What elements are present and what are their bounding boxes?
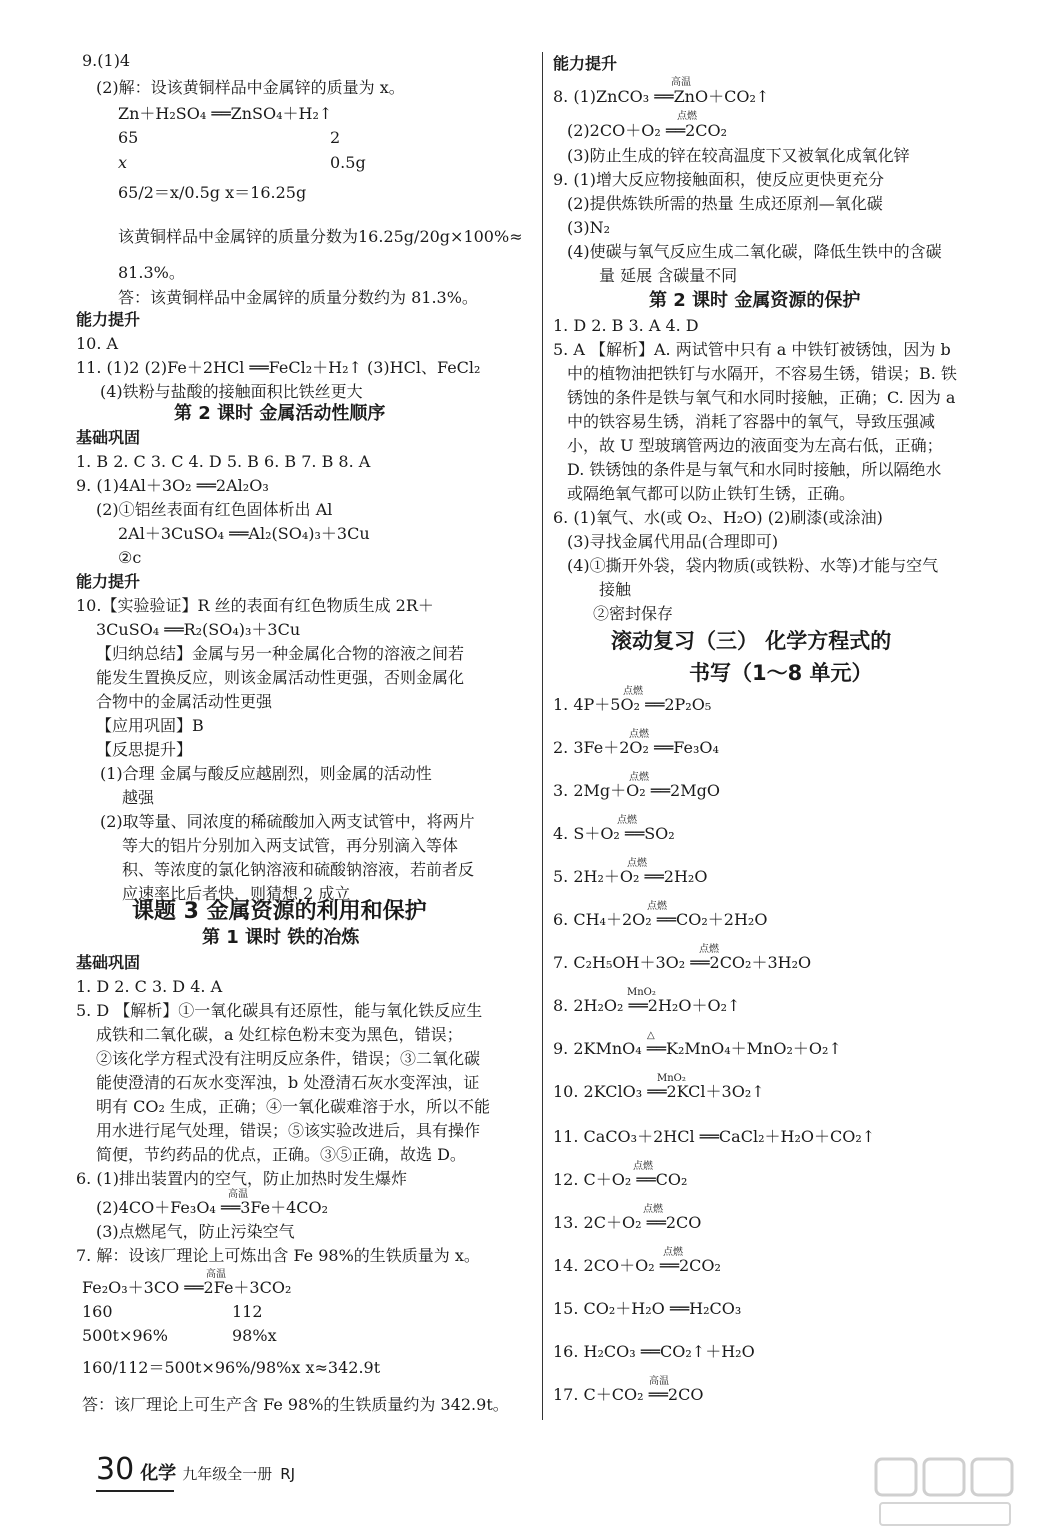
review-title: 滚动复习（三） 化学方程式的	[611, 629, 892, 653]
text-line: 81.3%。	[118, 263, 185, 282]
calc-row: 98%x	[232, 1326, 277, 1345]
reaction-condition: 点燃	[627, 858, 647, 869]
text-line: 量 延展 含碳量不同	[599, 266, 738, 285]
reaction-condition: MnO₂	[627, 987, 656, 998]
text-line: D. 铁锈蚀的条件是与氧气和水同时接触，所以隔绝水	[567, 460, 942, 479]
calc-row: 65	[118, 128, 139, 147]
equation: Fe₂O₃＋3CO ══2Fe＋3CO₂	[82, 1278, 292, 1297]
text-line: 用水进行尾气处理，错误；⑤该实验改进后，具有操作	[96, 1121, 481, 1140]
text-line: 【反思提升】	[96, 740, 193, 759]
text-line: 合物中的金属活动性更强	[96, 692, 273, 711]
reaction-condition: 点燃	[663, 1247, 683, 1258]
equation: Zn＋H₂SO₄ ══ZnSO₄＋H₂↑	[118, 104, 333, 123]
calc-row: 160	[82, 1302, 113, 1321]
equation-11: 11. CaCO₃＋2HCl ══CaCl₂＋H₂O＋CO₂↑	[553, 1127, 876, 1146]
column-divider	[542, 52, 543, 1420]
reaction-condition: 点燃	[643, 1204, 663, 1215]
text-line: (2)①铝丝表面有红色固体析出 Al	[96, 500, 333, 519]
equation-8: 8. 2H₂O₂ ══2H₂O＋O₂↑	[553, 996, 741, 1015]
equation-5: 5. 2H₂＋O₂ ══2H₂O	[553, 867, 708, 886]
reaction-condition: 点燃	[647, 901, 667, 912]
answer-10: 10.【实验验证】R 丝的表面有红色物质生成 2R＋	[76, 596, 434, 615]
answers-1-4: 1. D 2. B 3. A 4. D	[553, 316, 699, 335]
equation-14: 14. 2CO＋O₂ ══2CO₂	[553, 1256, 721, 1275]
subheading: 能力提升	[553, 54, 618, 73]
equation-10: 10. 2KClO₃ ══2KCl＋3O₂↑	[553, 1082, 765, 1101]
lesson-title: 课题 3 金属资源的利用和保护	[132, 899, 427, 924]
equation-3: 3. 2Mg＋O₂ ══2MgO	[553, 781, 720, 800]
text-line: 积、等浓度的氯化钠溶液和硫酸钠溶液，若前者反	[122, 860, 475, 879]
answer-10: 10. A	[76, 334, 119, 353]
answer-6: 6. (1)排出装置内的空气，防止加热时发生爆炸	[76, 1169, 408, 1188]
edition-label: RJ	[280, 1465, 296, 1483]
equation-17: 17. C＋CO₂ ══2CO	[553, 1385, 704, 1404]
reaction-condition: 点燃	[617, 815, 637, 826]
watermark-logo-icon	[870, 1455, 1020, 1530]
reaction-condition: 点燃	[699, 944, 719, 955]
reaction-condition: 点燃	[623, 686, 643, 697]
answers-1-8: 1. B 2. C 3. C 4. D 5. B 6. B 7. B 8. A	[76, 452, 371, 471]
review-title: 书写（1～8 单元）	[689, 661, 873, 685]
section-title: 第 2 课时 金属活动性顺序	[174, 403, 386, 424]
section-title: 第 1 课时 铁的冶炼	[202, 927, 360, 948]
text-line: 小，故 U 型玻璃管两边的液面变为左高右低，正确；	[567, 436, 943, 455]
text-line: 应速率比后者快，则猜想 2 成立	[122, 884, 351, 903]
text-line: 【应用巩固】B	[96, 716, 204, 735]
answer-9: 9. (1)增大反应物接触面积，使反应更快更充分	[553, 170, 885, 189]
text-line: 答：该黄铜样品中金属锌的质量分数约为 81.3%。	[118, 288, 478, 307]
text-line: (4)铁粉与盐酸的接触面积比铁丝更大	[100, 382, 363, 401]
text-line: (2)提供炼铁所需的热量 生成还原剂—氧化碳	[567, 194, 883, 213]
text-line: (4)①撕开外袋，袋内物质(或铁粉、水等)才能与空气	[567, 556, 939, 575]
subheading: 基础巩固	[76, 953, 141, 972]
text-line: 中的植物油把铁钉与水隔开，不容易生锈，错误；B. 铁	[567, 364, 957, 383]
text-line: 锈蚀的条件是铁与氧气和水同时接触，正确；C. 因为 a	[567, 388, 956, 407]
text-line: (1)合理 金属与酸反应越剧烈，则金属的活动性	[100, 764, 432, 783]
text-line: 成铁和二氧化碳，a 处红棕色粉末变为黑色，错误；	[96, 1025, 463, 1044]
section-title: 第 2 课时 金属资源的保护	[649, 290, 861, 311]
reaction-condition: △	[647, 1030, 655, 1041]
answer-5: 5. D 【解析】①一氧化碳具有还原性，能与氧化铁反应生	[76, 1001, 483, 1020]
calc-row: 0.5g	[330, 153, 366, 172]
text-line: 等大的铝片分别加入两支试管，再分别滴入等体	[122, 836, 459, 855]
reaction-condition: 高温	[228, 1189, 248, 1200]
proportion: 160/112＝500t×96%/98%x x≈342.9t	[82, 1358, 381, 1377]
subject-label: 化学	[140, 1463, 177, 1484]
answer-9-1: 9.(1)4	[82, 51, 131, 70]
text-line: 该黄铜样品中金属锌的质量分数为16.25g/20g×100%≈	[118, 227, 523, 246]
page-footer	[96, 1452, 295, 1487]
text-line: (4)使碳与氧气反应生成二氧化碳，降低生铁中的含碳	[567, 242, 942, 261]
answer-7: 7. 解：设该厂理论上可炼出含 Fe 98%的生铁质量为 x。	[76, 1246, 480, 1265]
answers-1-4: 1. D 2. C 3. D 4. A	[76, 977, 223, 996]
text-line: ②c	[118, 548, 142, 567]
reaction-condition: 点燃	[633, 1161, 653, 1172]
text-line: 答：该厂理论上可生产含 Fe 98%的生铁质量约为 342.9t。	[82, 1395, 509, 1414]
reaction-condition: 点燃	[677, 111, 697, 122]
subheading: 能力提升	[76, 572, 141, 591]
answer-9: 9. (1)4Al＋3O₂ ══2Al₂O₃	[76, 476, 269, 495]
text-line: 明有 CO₂ 生成，正确；④一氧化碳难溶于水，所以不能	[96, 1097, 490, 1116]
proportion: 65/2＝x/0.5g x＝16.25g	[118, 183, 307, 202]
reaction-condition: 高温	[649, 1376, 669, 1387]
text-line: 中的铁容易生锈，消耗了容器中的氧气，导致压强减	[567, 412, 936, 431]
text-line: (2)取等量、同浓度的稀硫酸加入两支试管中，将两片	[100, 812, 475, 831]
grade-label: 九年级全一册	[182, 1465, 273, 1483]
answer-11: 11. (1)2 (2)Fe＋2HCl ══FeCl₂＋H₂↑ (3)HCl、FeCl₂	[76, 358, 481, 377]
equation-9: 9. 2KMnO₄ ══K₂MnO₄＋MnO₂＋O₂↑	[553, 1039, 842, 1058]
reaction-condition: 点燃	[629, 772, 649, 783]
equation-16: 16. H₂CO₃ ══CO₂↑＋H₂O	[553, 1342, 755, 1361]
reaction-condition: 点燃	[629, 729, 649, 740]
answer-5: 5. A 【解析】A. 两试管中只有 a 中铁钉被锈蚀，因为 b	[553, 340, 951, 359]
text-line: 能使澄清的石灰水变浑浊，b 处澄清石灰水变浑浊，证	[96, 1073, 480, 1092]
footer-rule	[96, 1490, 174, 1492]
text-line: 能发生置换反应，则该金属活动性更强，否则金属化	[96, 668, 465, 687]
text-line: (3)N₂	[567, 218, 611, 237]
text-line: (3)寻找金属代用品(合理即可)	[567, 532, 779, 551]
text-line: 简便，节约药品的优点，正确。③⑤正确，故选 D。	[96, 1145, 466, 1164]
text-line: (3)点燃尾气，防止污染空气	[96, 1222, 295, 1241]
calc-row: 2	[330, 128, 341, 147]
equation-7: 7. C₂H₅OH＋3O₂ ══2CO₂＋3H₂O	[553, 953, 812, 972]
equation: 2Al＋3CuSO₄ ══Al₂(SO₄)₃＋3Cu	[118, 524, 370, 543]
calc-row: 112	[232, 1302, 263, 1321]
equation-2: 2. 3Fe＋2O₂ ══Fe₃O₄	[553, 738, 719, 757]
text-line: (3)防止生成的锌在较高温度下又被氧化成氧化锌	[567, 146, 910, 165]
equation-12: 12. C＋O₂ ══CO₂	[553, 1170, 688, 1189]
answer-9-2: (2)解：设该黄铜样品中金属锌的质量为 x。	[96, 78, 405, 97]
reaction-condition: MnO₂	[657, 1073, 686, 1084]
equation-13: 13. 2C＋O₂ ══2CO	[553, 1213, 702, 1232]
text-line: 接触	[599, 580, 632, 599]
calc-row: x	[118, 153, 128, 172]
text-line: 越强	[122, 788, 155, 807]
answer-8: 8. (1)ZnCO₃ ══ZnO＋CO₂↑	[553, 87, 770, 106]
text-line: ②密封保存	[593, 604, 674, 623]
equation-1: 1. 4P＋5O₂ ══2P₂O₅	[553, 695, 712, 714]
text-line: ②该化学方程式没有注明反应条件，错误；③二氧化碳	[96, 1049, 481, 1068]
page-number: 30	[96, 1452, 135, 1487]
equation: 3CuSO₄ ══R₂(SO₄)₃＋3Cu	[96, 620, 301, 639]
subheading: 基础巩固	[76, 428, 141, 447]
equation: (2)4CO＋Fe₃O₄ ══3Fe＋4CO₂	[96, 1198, 329, 1217]
answer-6: 6. (1)氧气、水(或 O₂、H₂O) (2)刷漆(或涂油)	[553, 508, 883, 527]
equation-4: 4. S＋O₂ ══SO₂	[553, 824, 675, 843]
equation-15: 15. CO₂＋H₂O ══H₂CO₃	[553, 1299, 742, 1318]
text-line: 或隔绝氧气都可以防止铁钉生锈，正确。	[567, 484, 856, 503]
equation: (2)2CO＋O₂ ══2CO₂	[567, 121, 728, 140]
text-line: 【归纳总结】金属与另一种金属化合物的溶液之间若	[96, 644, 465, 663]
equation-6: 6. CH₄＋2O₂ ══CO₂＋2H₂O	[553, 910, 768, 929]
calc-row: 500t×96%	[82, 1326, 168, 1345]
reaction-condition: 高温	[206, 1269, 226, 1280]
reaction-condition: 高温	[671, 77, 691, 88]
subheading: 能力提升	[76, 310, 141, 329]
